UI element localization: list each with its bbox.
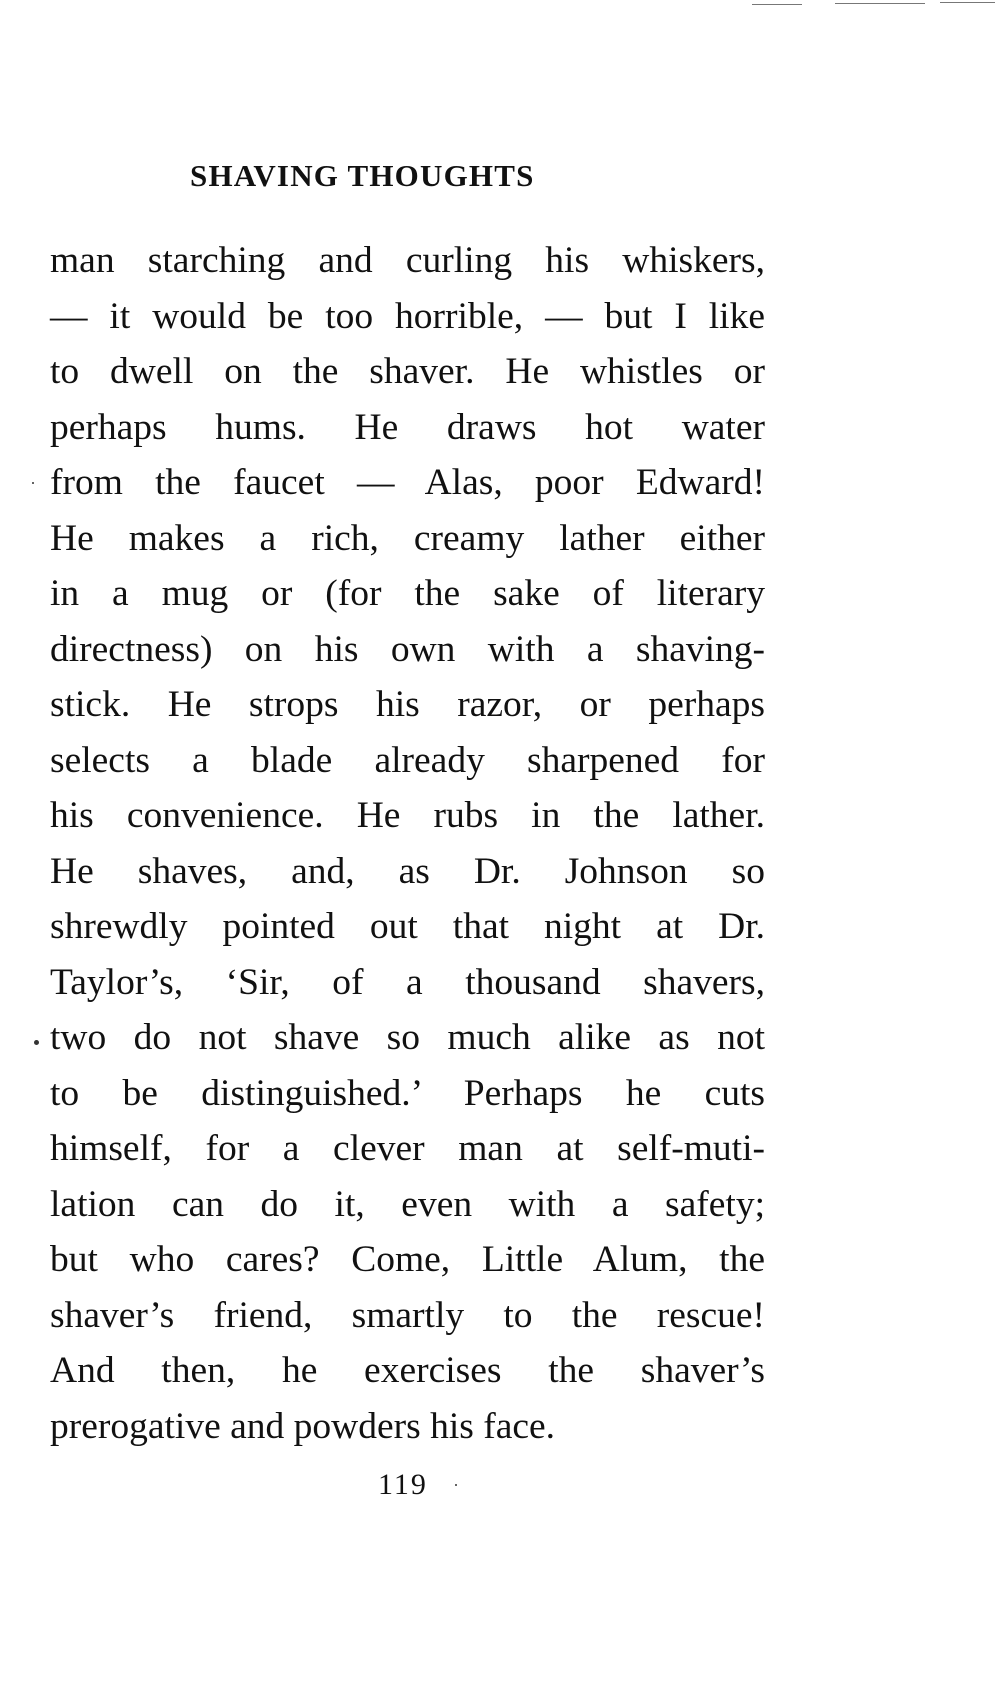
text-line: man starching and curling his whiskers, — [50, 240, 765, 281]
text-line: to dwell on the shaver. He whistles or — [50, 351, 765, 392]
scan-edge-mark — [835, 3, 925, 4]
text-line: prerogative and powders his face. — [50, 1405, 556, 1447]
text-line: selects a blade already sharpened for — [50, 739, 765, 781]
text-line: himself, for a clever man at self-muti- — [50, 1128, 765, 1169]
text-line: lation can do it, even with a safety; — [50, 1183, 765, 1225]
text-line: He shaves, and, as Dr. Johnson so — [50, 850, 765, 892]
text-line: in a mug or (for the sake of literary — [50, 573, 765, 614]
text-line: to be distinguished.’ Perhaps he cuts — [50, 1072, 765, 1114]
text-line: stick. He strops his razor, or perhaps — [50, 684, 765, 725]
text-line: two do not shave so much alike as not — [50, 1017, 765, 1058]
text-line: And then, he exercises the shaver’s — [50, 1350, 765, 1391]
text-line: directness) on his own with a shaving- — [50, 628, 765, 670]
page-number: 119 — [378, 1468, 428, 1501]
text-line: — it would be too horrible, — but I like — [50, 295, 765, 337]
ink-speck — [32, 482, 34, 484]
scan-edge-mark — [940, 2, 995, 3]
text-line: Taylor’s, ‘Sir, of a thousand shavers, — [50, 961, 765, 1003]
text-line: shaver’s friend, smartly to the rescue! — [50, 1294, 765, 1336]
text-line: perhaps hums. He draws hot water — [50, 406, 765, 448]
ink-speck — [34, 1040, 39, 1045]
text-line: from the faucet — Alas, poor Edward! — [50, 462, 765, 503]
text-line: He makes a rich, creamy lather either — [50, 517, 765, 559]
running-header: SHAVING THOUGHTS — [190, 158, 535, 193]
text-line: but who cares? Come, Little Alum, the — [50, 1239, 765, 1280]
text-line: shrewdly pointed out that night at Dr. — [50, 906, 765, 947]
scan-edge-mark — [752, 4, 802, 5]
body-text — [50, 233, 765, 1454]
text-line: his convenience. He rubs in the lather. — [50, 795, 765, 836]
